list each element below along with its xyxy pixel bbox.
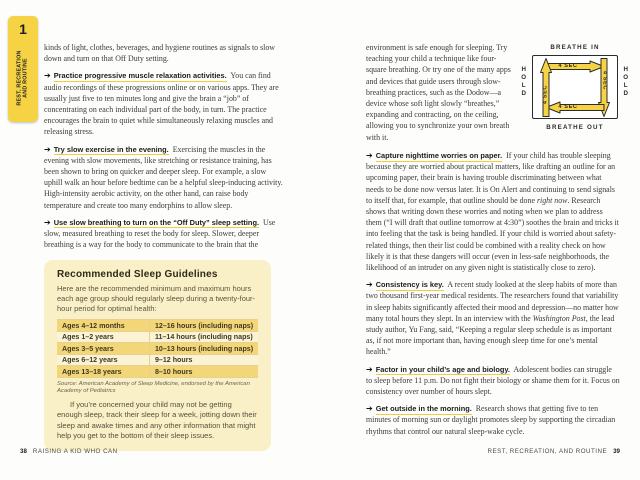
bullet-consistency: [366, 279, 620, 357]
four-sec-label: 4 SEC: [601, 70, 608, 90]
hours-cell: 9–12 hours: [149, 354, 258, 366]
arrow-right-icon: [545, 60, 605, 73]
bullet-heading: Use slow breathing to turn on the “Off Duty” sleep setting.: [53, 217, 260, 227]
right-intro-paragraph: environment is safe enough for sleeping. Try teaching your child a technique like four-square breathing. Or try one of the many apps and devices that guide users through slow-breathing practices, such as the Dodow—a device whose soft light slowly “breathes,” expanding and contracting, on the ceiling, allowing you to synchronize your own breath with it.: [366, 43, 511, 142]
chapter-title-line1: REST, RECREATION: [16, 50, 23, 106]
arrow-bullet-icon: ➔: [366, 364, 373, 374]
guidelines-source: Source: American Academy of Sleep Medicine, endorsed by the American Academy of Pediatrics: [57, 380, 250, 394]
four-square-breathing-diagram: [518, 42, 630, 144]
arrow-bullet-icon: ➔: [366, 280, 373, 290]
age-group-cell: Ages 1–2 years: [57, 331, 149, 343]
bullet-text-italic: right now: [536, 195, 568, 205]
left-running-footer: [20, 448, 118, 455]
age-group-cell: Ages 6–12 years: [57, 354, 149, 366]
right-running-footer: [366, 448, 620, 455]
chapter-title: [17, 39, 30, 117]
table-row: [57, 366, 258, 378]
left-intro-paragraph: kinds of light, clothes, beverages, and hygiene routines as signals to slow down and turn on that Off Duty setting.: [44, 43, 275, 64]
bullet-text: You can find audio recordings of these progressions online or on various apps. They are usually just five to ten minutes long and give the brain a “job” of concentrating on each individual part of the body, in turn. The practice encourages the brain to quiet while simultaneously relaxing muscles and releasing stress.: [44, 71, 279, 137]
guidelines-note: If you’re concerned your child may not be getting enough sleep, track their sleep for a week, jotting down their sleep and awake times and any other information that might help you get to the bottom of their sleep issues.: [57, 399, 257, 440]
page-number-right: 39: [613, 448, 620, 455]
bullet-capture-worries: [366, 150, 620, 273]
chapter-title-line2: AND ROUTINE: [23, 58, 29, 98]
guidelines-title: Recommended Sleep Guidelines: [57, 269, 218, 281]
bullet-text: A recent study looked at the sleep habits of more than two thousand first-year medical residents. The researchers found that variability in sleep habits significantly affected their mood and depression—no matter how many total hours they slept. In an interview with the: [366, 280, 619, 323]
hours-cell: 10–13 hours (including naps): [149, 343, 258, 355]
four-sec-label: 4 SEC: [558, 103, 578, 110]
guidelines-intro: Here are the recommended minimum and maximum hours each age group should regularly sleep during a twenty-four-hour period for optimal health:: [57, 284, 256, 314]
bullet-heading: Consistency is key.: [375, 280, 444, 290]
bullet-text: If your child has trouble sleeping because they are worried about practical matters, like drafting an outline for an upcoming paper, their brain is having trouble discriminating between what needs to be done now versus later. It is On Alert and continuing to send signals to itself that, for example, that outline should be done: [366, 151, 616, 205]
arrow-bullet-icon: ➔: [44, 71, 51, 81]
bullet-text: Adolescent bodies can struggle to sleep before 11 p.m. Do not fight their biology or shame them for it. Focus on consistency over number of hours slept.: [366, 364, 620, 397]
bullet-get-outside: [366, 403, 620, 437]
bullet-heading: Factor in your child’s age and biology.: [375, 364, 510, 374]
bullet-heading: Practice progressive muscle relaxation activities.: [53, 71, 227, 81]
table-row: [57, 320, 258, 332]
bullet-text: Use slow, measured breathing to reset the body for sleep. Slower, deeper breathing is a way for the body to communicate to the brain that the: [44, 217, 276, 250]
arrow-bullet-icon: ➔: [366, 151, 373, 160]
breathe-in-label: BREATHE IN: [550, 44, 600, 51]
four-sec-label: 4 SEC: [558, 62, 578, 69]
bullet-text: Research shows that getting five to ten minutes of morning sun or daylight promotes sleep by supporting the circadian rhythms that control our natural sleep-wake cycle.: [366, 404, 616, 436]
bullet-slow-breathing: [44, 217, 284, 251]
arrow-left-icon: [545, 101, 605, 114]
table-row: [57, 343, 258, 355]
arrow-bullet-icon: ➔: [366, 404, 373, 414]
arrow-bullet-icon: ➔: [44, 144, 51, 154]
hold-right-label: HOLD: [622, 66, 630, 98]
bullet-text-italic: Washington Post: [532, 313, 586, 323]
arrow-bullet-icon: ➔: [44, 217, 51, 227]
breathe-out-label: BREATHE OUT: [546, 124, 604, 131]
table-row: [57, 354, 258, 366]
age-group-cell: Ages 4–12 months: [57, 320, 149, 332]
page-number-left: 38: [20, 448, 27, 455]
right-top-row: [366, 42, 630, 144]
bullet-age-biology: [366, 364, 620, 398]
sleep-guidelines-box: [44, 260, 271, 451]
bullet-text: Exercising the muscles in the evening with slow movements, like stretching or resistance training, has been shown to bring on quicker and deeper sleep. For example, a slow uphill walk an hour before bedtime can be a helpful sleep-inducing activity. High-intensity aerobic activity, on the other hand, can raise body temperature and create too many endorphins to allow sleep.: [44, 144, 283, 210]
chapter-title-footer: REST, RECREATION, AND ROUTINE: [487, 448, 608, 455]
bullet-text: . Research shows that writing down these worries and noting when we plan to address them (“I will draft that outline tomorrow at 4:30”) soothes the brain and tricks it into feeling that the task is being handled. If your child is worried about safety-related things, then their list could be combined with a reality check on how likely it is that these dangers will occur (even in less-safe neighborhoods, the likelihood of an intruder on any given night is statistically close to zero).: [366, 195, 619, 273]
left-page: [44, 42, 284, 451]
hold-left-label: HOLD: [520, 66, 528, 98]
sleep-guidelines-table: [57, 319, 258, 378]
chapter-tab: [8, 16, 38, 122]
arrow-up-icon: [540, 57, 553, 117]
age-group-cell: Ages 13–18 years: [57, 366, 149, 378]
chapter-number: 1: [19, 21, 27, 37]
bullet-heading: Get outside in the morning.: [375, 404, 472, 414]
hours-cell: 11–14 hours (including naps): [149, 331, 258, 343]
bullet-slow-exercise: [44, 144, 284, 211]
age-group-cell: Ages 3–5 years: [57, 343, 149, 355]
hours-cell: 8–10 hours: [149, 366, 258, 378]
hours-cell: 12–16 hours (including naps): [149, 320, 258, 332]
right-page: [366, 42, 630, 437]
bullet-muscle-relaxation: [44, 70, 284, 137]
bullet-text: , the lead study author, Yu Fang, said, “Keeping a regular sleep schedule is as important as, if not more important than, having enough sleep time for one’s mental health.”: [366, 313, 615, 357]
table-row: [57, 331, 258, 343]
bullet-heading: Capture nighttime worries on paper.: [375, 151, 503, 160]
bullet-heading: Try slow exercise in the evening.: [53, 144, 169, 154]
book-title-footer: RAISING A KID WHO CAN: [32, 448, 118, 455]
four-sec-label: 4 SEC: [542, 84, 549, 104]
